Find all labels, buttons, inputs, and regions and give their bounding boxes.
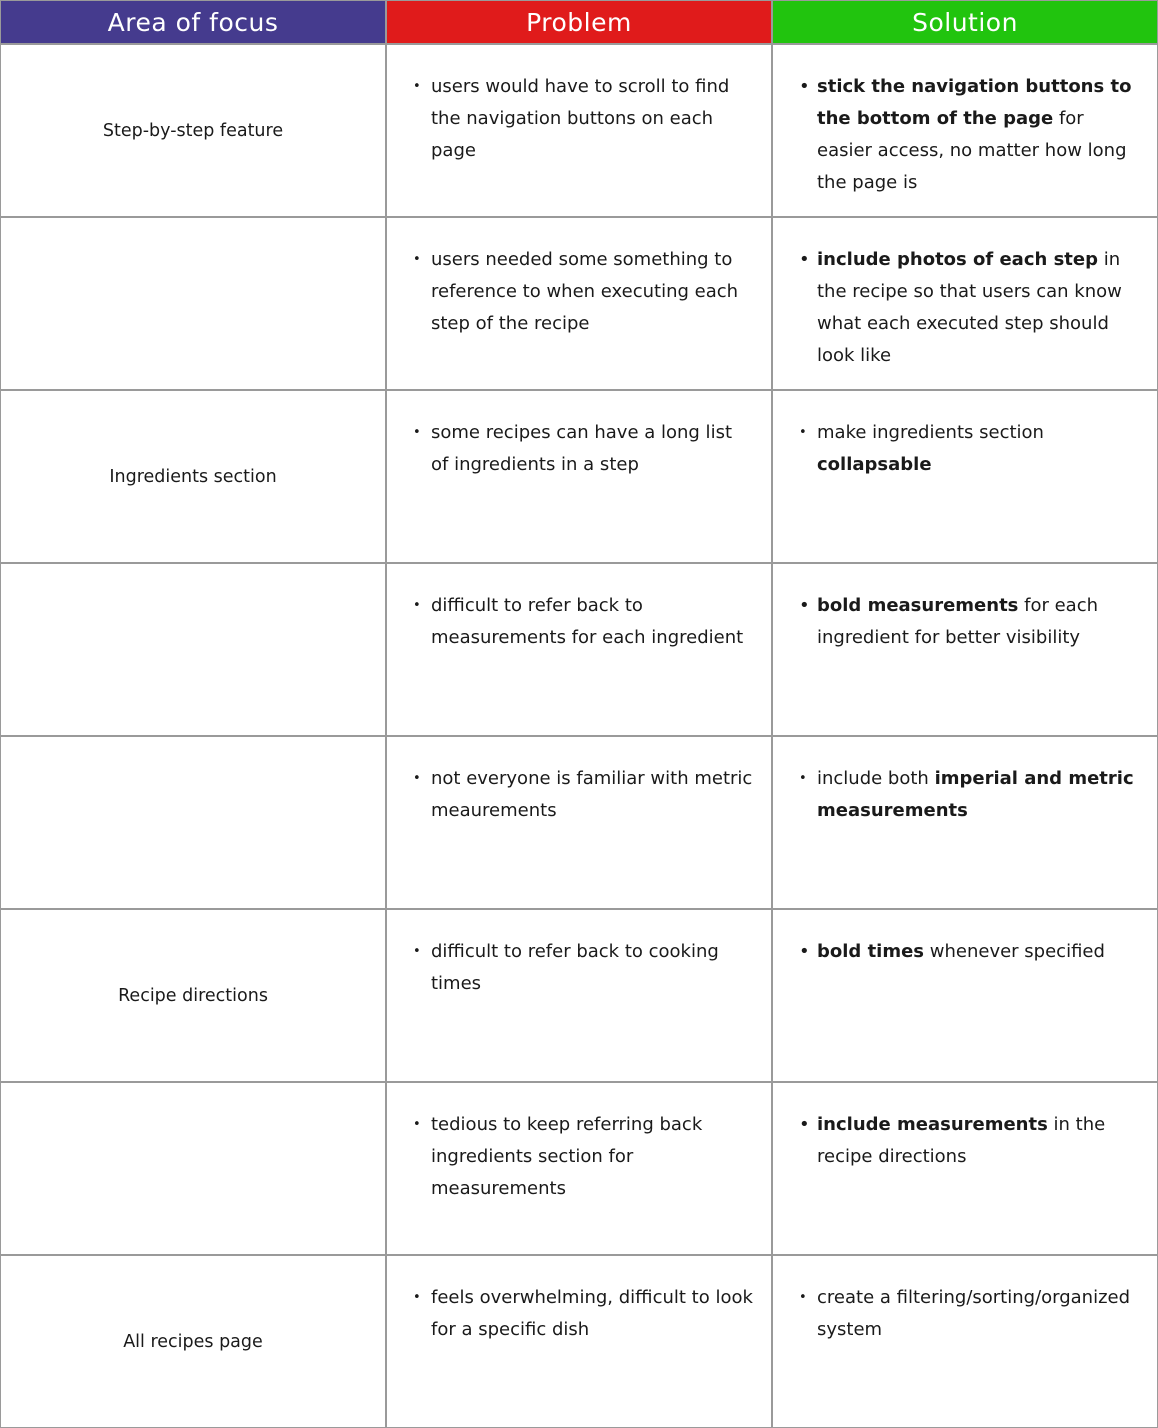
solution-text — [817, 417, 1141, 481]
solution-rest: for easier access, no matter how long the page is — [817, 108, 1127, 193]
bullet-icon: • — [413, 1290, 421, 1305]
problem-cell — [386, 1082, 772, 1255]
solution-rest: in the recipe so that users can know what each executed step should look like — [817, 249, 1122, 366]
header-area-of-focus: Area of focus — [0, 0, 386, 44]
bullet-icon: • — [799, 595, 810, 616]
solution-cell — [772, 44, 1158, 217]
bullet-icon: • — [413, 944, 421, 959]
bullet-icon: • — [413, 425, 421, 440]
bullet-icon: • — [799, 1114, 810, 1135]
solution-text — [817, 590, 1141, 654]
solution-cell — [772, 736, 1158, 909]
solution-bold: include measurements — [817, 1114, 1048, 1135]
area-label: Recipe directions — [118, 985, 268, 1006]
bullet-icon: • — [799, 1290, 807, 1305]
area-cell — [0, 1255, 386, 1428]
solution-text: create a filtering/sorting/organized system — [817, 1287, 1131, 1340]
problem-cell — [386, 736, 772, 909]
solution-cell — [772, 563, 1158, 736]
area-label: Step-by-step feature — [102, 120, 284, 141]
bullet-icon: • — [799, 771, 807, 786]
solution-bold: collapsable — [817, 454, 932, 475]
bullet-icon: • — [413, 79, 421, 94]
solution-rest: in the recipe directions — [817, 1114, 1106, 1167]
solution-text — [817, 763, 1141, 827]
solution-pre: include both — [817, 768, 935, 789]
solution-bold: bold measurements — [817, 595, 1019, 616]
bullet-icon: • — [799, 249, 810, 270]
solution-text — [817, 1109, 1141, 1173]
problem-cell — [386, 1255, 772, 1428]
problem-text: feels overwhelming, difficult to look for a specific dish — [431, 1287, 753, 1340]
solution-text — [817, 936, 1141, 968]
bullet-icon: • — [799, 76, 810, 97]
area-cell — [0, 44, 386, 217]
area-cell — [0, 217, 386, 390]
problem-text: difficult to refer back to measurements for each ingredient — [431, 595, 744, 648]
bullet-icon: • — [799, 941, 810, 962]
area-cell — [0, 563, 386, 736]
problem-cell — [386, 44, 772, 217]
solution-bold: bold times — [817, 941, 925, 962]
problem-text: not everyone is familiar with metric meaurements — [431, 768, 753, 821]
area-cell — [0, 390, 386, 563]
bullet-icon: • — [413, 598, 421, 613]
problem-text: tedious to keep referring back ingredients section for measurements — [431, 1114, 703, 1199]
problem-text: some recipes can have a long list of ingredients in a step — [431, 422, 732, 475]
solution-bold: imperial and metric measurements — [817, 768, 1134, 821]
solution-text — [817, 71, 1141, 199]
solution-pre: make ingredients section — [817, 422, 1044, 443]
area-label: All recipes page — [123, 1331, 263, 1352]
problem-text: users would have to scroll to find the navigation buttons on each page — [431, 76, 730, 161]
problem-text: users needed some something to reference to when executing each step of the recipe — [431, 249, 739, 334]
solution-cell — [772, 217, 1158, 390]
solution-cell — [772, 909, 1158, 1082]
area-cell — [0, 909, 386, 1082]
bullet-icon: • — [413, 771, 421, 786]
solution-cell — [772, 390, 1158, 563]
area-label: Ingredients section — [109, 466, 277, 487]
area-cell — [0, 736, 386, 909]
problem-cell — [386, 390, 772, 563]
problem-text: difficult to refer back to cooking times — [431, 941, 719, 994]
solution-bold: include photos of each step — [817, 249, 1098, 270]
bullet-icon: • — [413, 252, 421, 267]
solution-bold: stick the navigation buttons to the bottom of the page — [817, 76, 1132, 129]
solution-text — [817, 244, 1141, 372]
solution-rest: for each ingredient for better visibility — [817, 595, 1099, 648]
solution-cell — [772, 1255, 1158, 1428]
bullet-icon: • — [413, 1117, 421, 1132]
header-solution: Solution — [772, 0, 1158, 44]
header-problem: Problem — [386, 0, 772, 44]
problem-cell — [386, 217, 772, 390]
solution-cell — [772, 1082, 1158, 1255]
area-cell — [0, 1082, 386, 1255]
problem-cell — [386, 563, 772, 736]
problem-cell — [386, 909, 772, 1082]
solution-rest: whenever specified — [924, 941, 1105, 962]
bullet-icon: • — [799, 425, 807, 440]
